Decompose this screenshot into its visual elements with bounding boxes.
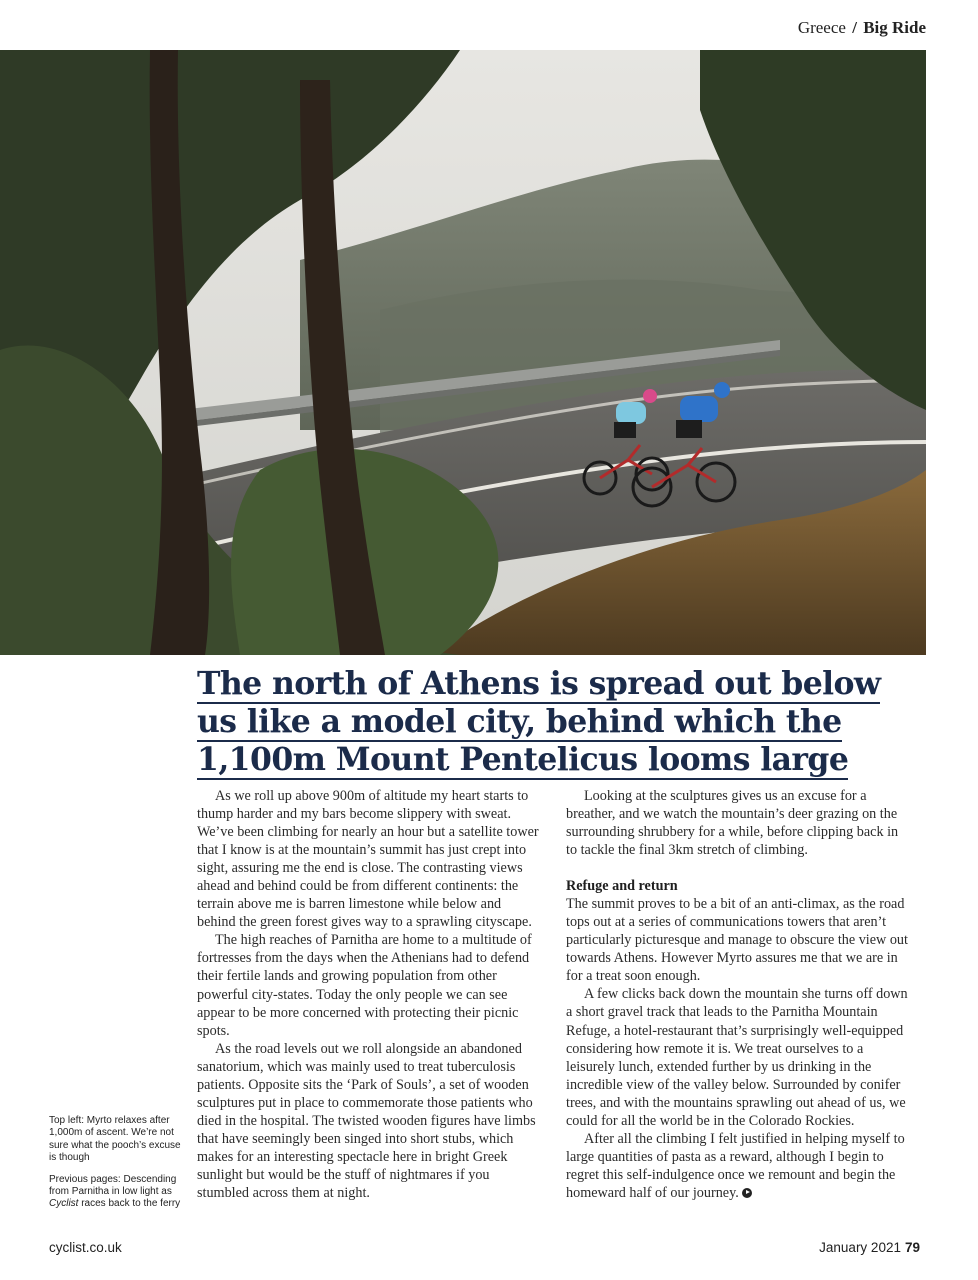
final-text: After all the climbing I felt justified in helping myself to large quantities of pasta as a reward, although I begin to regret this self-indulgence once we remount and begin the homeward half of our journey. [566,1130,905,1201]
body-paragraph: Looking at the sculptures gives us an excuse for a breather, and we watch the mountain’s deer grazing on the surrounding shrubbery for a while, before clipping back in to tackle the final 3km stretch of climbing. [566,788,899,859]
page-number: 79 [904,1240,920,1255]
body-paragraph: A few clicks back down the mountain she turns off down a short gravel track that leads to the Parnitha Mountain Refuge, a hotel-restaurant that’s surprisingly well-equipped considering how remote it is. We treat ourselves to a leisurely lunch, extended further by us drinking in the incredible view of the valley below. Surrounded by conifer trees, and with the mountains sprawling out ahead of us, we could for all the world be in the Colorado Rockies. [566,986,908,1129]
right-column [566,787,909,1202]
subhead: Refuge and return [566,878,678,895]
left-column [197,787,540,1202]
pull-quote-line: 1,100m Mount Pentelicus looms large [197,741,849,778]
separator: / [852,18,857,37]
end-mark-icon [742,1188,752,1198]
pull-quote [197,666,897,780]
issue-date: January 2021 [819,1240,901,1255]
caption-suffix: races back to the ferry [78,1198,181,1210]
section-label: Greece [797,18,846,37]
caption-top-left: Top left: Myrto relaxes after 1,000m of ascent. We’re not sure what the pooch’s excuse is though [49,1115,181,1164]
photo-captions [49,1115,189,1220]
running-head [798,18,926,38]
caption-prefix: Previous pages: Descending from Parnitha in low light as [49,1173,177,1198]
caption-previous-pages [49,1174,189,1211]
body-paragraph: The high reaches of Parnitha are home to a multitude of fortresses from the days when the Athenians had to defend their fertile lands and growing population from other powerful city-states. Today the only people we can see appear to be more concerned with protecting their picnic spots. [197,932,532,1039]
pull-quote-line: The north of Athens is spread out below [197,665,881,702]
body-paragraph: The summit proves to be a bit of an anti-climax, as the road tops out at a series of communications towers that aren’t particularly picturesque and manage to obscure the view out towards Athens. However Myrto assures me that we are in for a treat soon enough. [566,896,908,985]
caption-magazine-name: Cyclist [49,1198,79,1210]
footer-issue [819,1240,920,1255]
body-paragraph: As we roll up above 900m of altitude my heart starts to thump harder and my bars become slippery with sweat. We’ve been climbing for nearly an hour but a satellite tower that I know is at the mountain’s summit has just crept into sight, assuring me the end is close. The contrasting views ahead and behind could be from different continents: the terrain above me is barren limestone while below and behind the green forest gives way to a sprawling cityscape. [197,788,539,931]
hero-photo [0,50,926,655]
body-paragraph-final [566,1130,909,1202]
series-label: Big Ride [863,18,926,37]
pull-quote-line: us like a model city, behind which the [197,703,842,740]
footer-website: cyclist.co.uk [49,1240,122,1255]
body-paragraph: As the road levels out we roll alongside an abandoned sanatorium, which was mainly used to treat tuberculosis patients. Opposite sits the ‘Park of Souls’, a set of wooden sculptures put in place to commemorate those patients who died in the hospital. The twisted wooden figures have limbs that have seemingly been singed into short stubs, which makes for an interesting spectacle here in bright Greek sunlight but would be the stuff of nightmares if you stumbled across them at night. [197,1040,536,1202]
photo-cyclists-mountain-road [0,50,926,655]
